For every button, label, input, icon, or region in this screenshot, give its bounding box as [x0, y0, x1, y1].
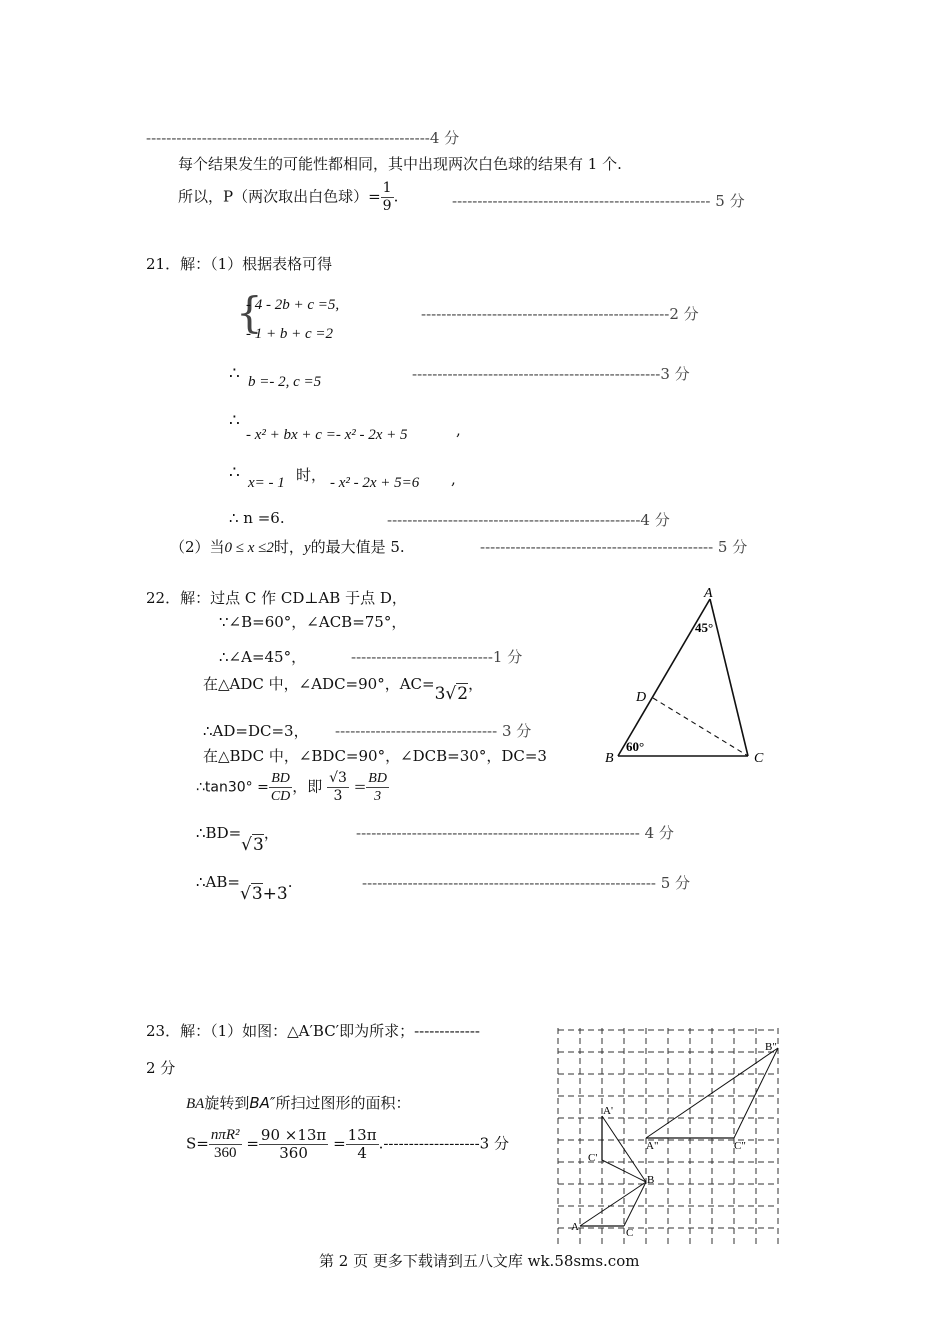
label-b: B	[605, 751, 614, 766]
label-angle-b: 60°	[626, 739, 645, 754]
q22-ab-line	[196, 872, 293, 904]
q22-ad-dc: ∴AD=DC=3，	[203, 722, 309, 740]
ba-label: BA	[186, 1096, 205, 1112]
area-tail: .-------------------3 分	[378, 1134, 509, 1153]
ac-value	[435, 684, 469, 704]
bd-prefix: ∴BD=	[196, 824, 242, 842]
q21-shi: 时，	[296, 466, 327, 484]
f1-num: BD	[269, 770, 292, 788]
tan-fraction-3	[366, 770, 389, 805]
tan-fraction-1	[269, 770, 292, 805]
q23-area-formula	[186, 1127, 509, 1162]
q21-score5: ---------------------------------------------- 5 分	[480, 538, 748, 556]
score-line-4: --------------------------------------------------------4 分	[146, 129, 460, 147]
tan-fraction-2	[327, 770, 349, 805]
part2-prefix: （2）当	[170, 538, 225, 556]
sqrt-sign: √	[445, 684, 457, 704]
bd-comma: ，	[263, 824, 279, 842]
q21-score2: -------------------------------------------------2 分	[421, 305, 699, 323]
probability-line	[178, 180, 398, 215]
q21-score4: --------------------------------------------------4 分	[387, 511, 670, 529]
q23-heading: 23．解：（1）如图：△A′BC′即为所求；-------------	[146, 1022, 480, 1040]
q22-bdc: 在△BDC 中，∠BDC=90°，∠DCB=30°，DC=3	[203, 747, 547, 765]
side-ac	[710, 599, 748, 756]
q22-adc	[203, 673, 484, 704]
equal-1: =	[246, 1134, 259, 1153]
prob-denominator: 9	[382, 198, 392, 214]
ab-radicand: 3	[251, 884, 263, 904]
f1-den: CD	[270, 789, 291, 804]
comma-1: ,	[456, 421, 461, 439]
label-c-grid: C	[626, 1227, 634, 1239]
q21-expression: - x² + bx + c =- x² - 2x + 5	[246, 427, 408, 443]
therefore-3: ∴	[229, 463, 240, 483]
area-fraction-3	[346, 1127, 379, 1162]
area-fraction-1	[209, 1127, 242, 1162]
line-c-b	[624, 1182, 646, 1226]
altitude-cd	[653, 698, 748, 756]
q22-heading: 22．解：过点 C 作 CD⊥AB 于点 D，	[146, 589, 407, 607]
label-c2: C"	[734, 1140, 746, 1152]
part2-mid: 时，	[273, 538, 304, 556]
line-a-b	[580, 1182, 646, 1226]
prob-dot: .	[393, 187, 399, 206]
q21-eq1: - 4 - 2b + c =5,	[246, 297, 340, 313]
q22-score1: ----------------------------1 分	[351, 648, 523, 666]
triangle-figure	[598, 582, 773, 767]
label-a: A	[704, 586, 713, 601]
ab-dot: .	[287, 873, 293, 891]
label-c: C	[754, 751, 764, 766]
label-b2: B"	[765, 1041, 777, 1053]
f2-num: √3	[329, 770, 347, 786]
q22-given: ∵∠B=60°，∠ACB=75°，	[219, 613, 407, 631]
f3-den: 3	[374, 789, 382, 804]
q21-x-value: x= - 1	[248, 475, 285, 491]
af2-den: 360	[279, 1144, 308, 1162]
sqrt-sign-3: √	[239, 884, 251, 904]
bd-value	[241, 835, 264, 855]
result-statement: 每个结果发生的可能性都相同，其中出现两次白色球的结果有 1 个.	[178, 155, 622, 173]
ab-value	[240, 884, 288, 904]
rotate-text: 旋转到	[204, 1094, 250, 1112]
q21-eq2: - 1 + b + c =2	[246, 326, 334, 342]
q21-score3: -------------------------------------------------3 分	[412, 365, 690, 383]
label-angle-a: 45°	[695, 620, 714, 635]
q22-tan-line	[196, 770, 389, 805]
range-expression: 0 ≤ x ≤2	[224, 540, 274, 556]
equal-2: =	[333, 1134, 346, 1153]
label-c1: C'	[588, 1152, 598, 1164]
q21-part2	[170, 536, 405, 557]
ac-coef: 3	[434, 684, 446, 704]
af2-num: 90 ×13π	[260, 1126, 327, 1144]
af1-num: nπR²	[210, 1127, 240, 1143]
af1-den: 360	[213, 1145, 237, 1161]
therefore-1: ∴	[229, 364, 240, 384]
q21-expression-2: - x² - 2x + 5=6	[330, 475, 420, 491]
label-d: D	[636, 690, 647, 705]
q22-score3: -------------------------------- 3 分	[335, 722, 532, 740]
q22-angle-a: ∴∠A=45°，	[219, 648, 307, 666]
y-variable: y	[303, 540, 311, 556]
prob-prefix: 所以，P（两次取出白色球）=	[178, 187, 381, 206]
label-a2: A"	[646, 1140, 659, 1152]
area-fraction-2	[259, 1127, 328, 1162]
equal-sign: =	[353, 777, 367, 796]
ab-prefix: ∴AB=	[196, 873, 240, 891]
f3-num: BD	[368, 771, 387, 786]
adc-text: 在△ADC 中，∠ADC=90°，AC=	[203, 675, 435, 693]
area-text: 所扫过图形的面积：	[275, 1094, 411, 1112]
q21-bc-values: b =- 2, c =5	[248, 374, 322, 390]
label-b-grid: B	[647, 1174, 655, 1186]
prob-numerator: 1	[382, 180, 392, 196]
q22-score5: ---------------------------------------------------------- 5 分	[362, 874, 691, 892]
q22-score4: -------------------------------------------------------- 4 分	[356, 824, 674, 842]
ji-text: ，即	[292, 777, 323, 796]
ab-tail: +3	[262, 884, 288, 904]
label-a-grid: A	[571, 1221, 579, 1233]
f2-den: 3	[333, 788, 343, 804]
q21-heading: 21．解：（1）根据表格可得	[146, 255, 333, 273]
tan-prefix: ∴tan30° =	[196, 779, 269, 796]
ac-comma: ，	[468, 675, 484, 693]
comma-2: ,	[451, 470, 456, 488]
prob-fraction	[381, 180, 394, 215]
score-line-5: --------------------------------------------------- 5 分	[452, 192, 745, 210]
label-a1: A'	[603, 1105, 613, 1117]
bd-radicand: 3	[253, 835, 264, 855]
q21-n-value: ∴ n =6.	[229, 509, 285, 527]
s-prefix: S=	[186, 1134, 209, 1153]
grid-figure	[556, 1028, 782, 1250]
page-footer: 第 2 页 更多下载请到五八文库 wk.58sms.com	[319, 1252, 640, 1270]
af3-num: 13π	[347, 1126, 377, 1144]
ba2-label: BA″	[249, 1094, 276, 1112]
ac-radicand: 2	[457, 684, 469, 704]
part2-suffix: 的最大值是 5.	[310, 538, 405, 556]
af3-den: 4	[357, 1144, 367, 1162]
system-brace: {	[236, 288, 263, 337]
q23-area-label	[186, 1092, 411, 1113]
q23-score2: 2 分	[146, 1059, 176, 1077]
sqrt-sign-2: √	[241, 835, 253, 855]
therefore-2: ∴	[229, 411, 240, 431]
q22-bd-line	[196, 822, 279, 855]
